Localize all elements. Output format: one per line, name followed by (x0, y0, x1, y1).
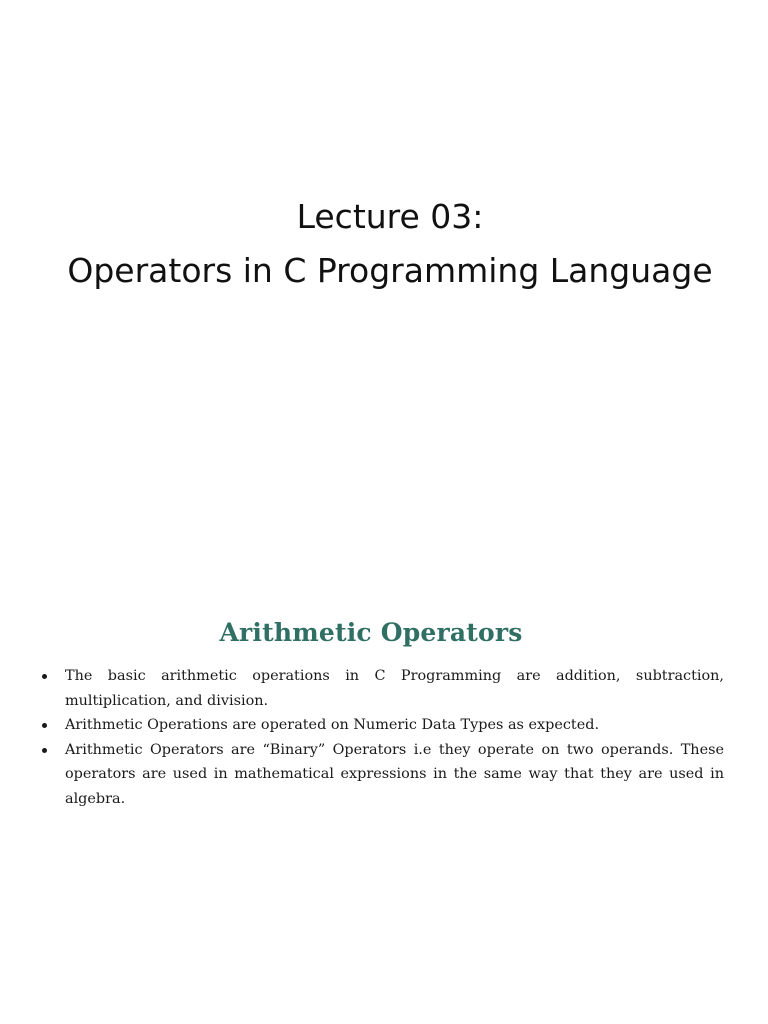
list-item (38, 664, 724, 713)
list-item (38, 713, 724, 738)
bullet-icon (42, 748, 47, 753)
bullet-icon (42, 723, 47, 728)
bullet-icon (42, 674, 47, 679)
section-heading: Arithmetic Operators (219, 618, 523, 647)
bullet-text: Arithmetic Operators are “Binary” Operators i.e they operate on two operands. These operators are used in mathematical expressions in the same way that they are used in algebra. (65, 741, 724, 807)
slide-title (0, 190, 768, 298)
bullet-list (38, 664, 724, 811)
slide-title-line-2: Operators in C Programming Language (67, 251, 713, 290)
bullet-text: The basic arithmetic operations in C Programming are addition, subtraction, multiplication, and division. (65, 668, 724, 709)
list-item (38, 738, 724, 812)
bullet-text: Arithmetic Operations are operated on Numeric Data Types as expected. (65, 717, 600, 733)
slide-title-line-1: Lecture 03: (296, 197, 484, 236)
